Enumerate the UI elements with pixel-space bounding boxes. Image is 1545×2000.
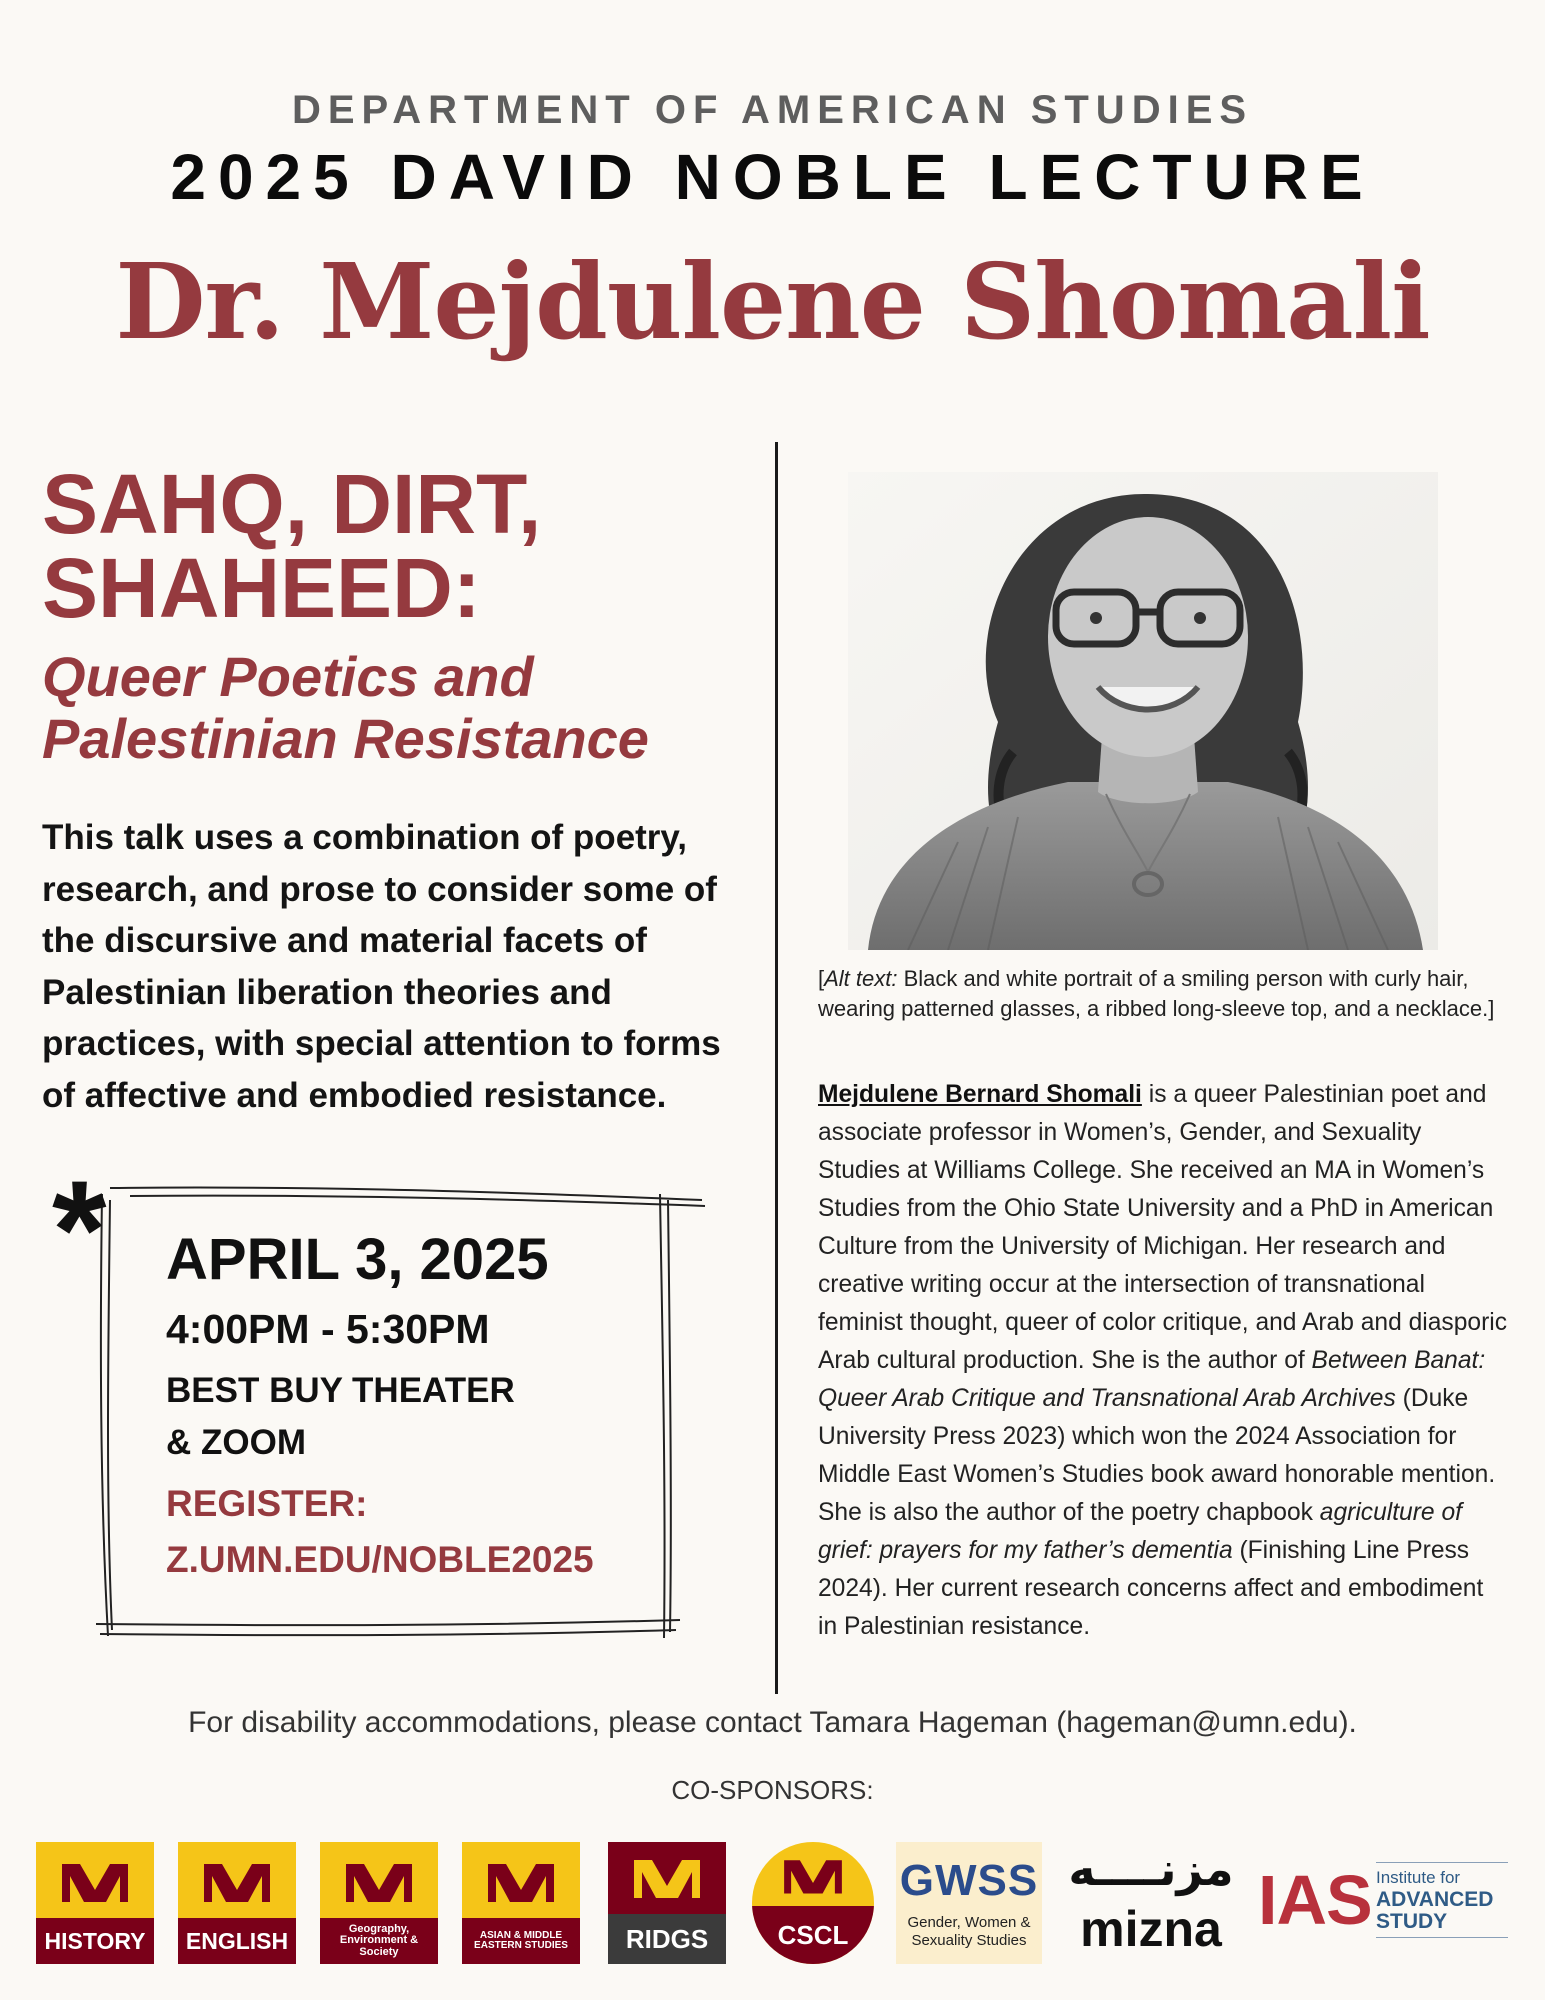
abstract-line: of affective and embodied resistance. [42, 1075, 667, 1115]
ias-line: STUDY [1376, 1910, 1448, 1933]
sponsor-label: ASIAN & MIDDLE EASTERN STUDIES [462, 1918, 580, 1964]
photo-alt-text: [Alt text: Black and white portrait of a smiling person with curly hair, wearing patterned glasses, a ribbed long-sleeve top, and a necklace.] [818, 966, 1495, 1021]
column-divider [775, 442, 778, 1694]
talk-subtitle [42, 646, 742, 770]
sponsor-label: ENGLISH [178, 1918, 296, 1964]
history-logo [36, 1842, 154, 1964]
talk-title [42, 457, 742, 635]
ias-wordmark [1376, 1862, 1508, 1938]
sponsor-label: mizna [1080, 1901, 1222, 1957]
register-label: REGISTER: [166, 1483, 368, 1524]
speaker-portrait [848, 472, 1438, 950]
sponsor-label: Gender, Women & Sexuality Studies [907, 1914, 1031, 1949]
lecture-heading: 2025 DAVID NOBLE LECTURE [170, 141, 1375, 213]
speaker-bio [818, 1076, 1508, 1646]
abstract-line: research, and prose to consider some of [42, 869, 717, 909]
asian-middle-eastern-logo [462, 1842, 580, 1964]
gwss-mark: GWSS [899, 1856, 1039, 1905]
abstract-line: Palestinian liberation theories and [42, 972, 612, 1012]
event-time: 4:00PM - 5:30PM [166, 1306, 490, 1352]
talk-abstract [42, 812, 722, 1121]
sponsor-label: RIDGS [608, 1914, 726, 1964]
ias-logo [1258, 1842, 1508, 1964]
cosponsors-label: CO-SPONSORS: [671, 1775, 874, 1805]
abstract-line: practices, with special attention to forms [42, 1024, 721, 1063]
accessibility-note: For disability accommodations, please contact Tamara Hageman (hageman@umn.edu). [188, 1706, 1357, 1739]
bio-text: is a queer Palestinian poet and associate professor in Women’s, Gender, and Sexuality Studies at Williams College. She received an MA in Women’s Studies from the Ohio State University and a PhD in American Culture from the University of Michigan. Her research and creative writing occur at the intersection of transnational feminist thought, queer of color critique, and Arab and diasporic Arab cultural production. She is the author of [818, 1081, 1508, 1374]
block-m-icon [754, 1848, 872, 1904]
talk-title-line: SAHQ, DIRT, [42, 457, 542, 551]
event-venue [166, 1365, 515, 1469]
block-m-icon [36, 1850, 154, 1914]
ridgs-logo [608, 1842, 726, 1964]
block-m-icon [320, 1850, 438, 1914]
venue-line: BEST BUY THEATER [166, 1371, 515, 1410]
bio-text: (Finishing Line Press 2024). Her current research concerns affect and embodiment in Palestinian resistance. [818, 1537, 1484, 1640]
block-m-icon [608, 1846, 726, 1910]
register-link[interactable]: Z.UMN.EDU/NOBLE2025 [166, 1539, 594, 1580]
alt-label: Alt text: [824, 966, 898, 991]
gwss-logo [896, 1842, 1042, 1964]
sponsor-label: Geography, Environment & Society [320, 1918, 438, 1964]
cscl-logo [752, 1842, 874, 1964]
bio-text: (Duke University Press 2023) which won the 2024 Association for Middle East Women’s Studies book award honorable mention. She is also the author of the poetry chapbook [818, 1385, 1496, 1526]
block-m-icon [178, 1850, 296, 1914]
mizna-arabic: مزنــــه [1068, 1842, 1234, 1896]
geography-logo [320, 1842, 438, 1964]
event-registration [166, 1476, 594, 1588]
talk-title-line: SHAHEED: [42, 541, 481, 635]
talk-subtitle-line: Palestinian Resistance [42, 707, 649, 770]
abstract-line: This talk uses a combination of poetry, [42, 818, 688, 857]
ias-mark: IAS [1258, 1861, 1372, 1939]
ias-line: ADVANCED [1376, 1888, 1494, 1911]
speaker-name: Dr. Mejdulene Shomali [115, 240, 1430, 363]
ias-line: Institute for [1376, 1868, 1461, 1887]
talk-subtitle-line: Queer Poetics and [42, 645, 534, 708]
english-logo [178, 1842, 296, 1964]
block-m-icon [462, 1850, 580, 1914]
abstract-line: the discursive and material facets of [42, 921, 647, 960]
mizna-logo [1062, 1842, 1240, 1964]
bio-book-title: Between Banat: Queer Arab Critique and Transnational Arab Archives [818, 1347, 1486, 1412]
alt-description: Black and white portrait of a smiling person with curly hair, wearing patterned glasses, a ribbed long-sleeve top, and a necklace. [818, 966, 1489, 1021]
sponsor-label: HISTORY [36, 1918, 154, 1964]
sponsor-label: CSCL [752, 1906, 874, 1964]
asterisk-icon: * [52, 1151, 107, 1308]
department-heading: DEPARTMENT OF AMERICAN STUDIES [291, 88, 1254, 132]
bio-book-title: agriculture of grief: prayers for my father’s dementia [818, 1499, 1462, 1564]
event-date: APRIL 3, 2025 [166, 1227, 549, 1292]
bio-name: Mejdulene Bernard Shomali [818, 1081, 1142, 1108]
venue-line: & ZOOM [166, 1423, 306, 1462]
